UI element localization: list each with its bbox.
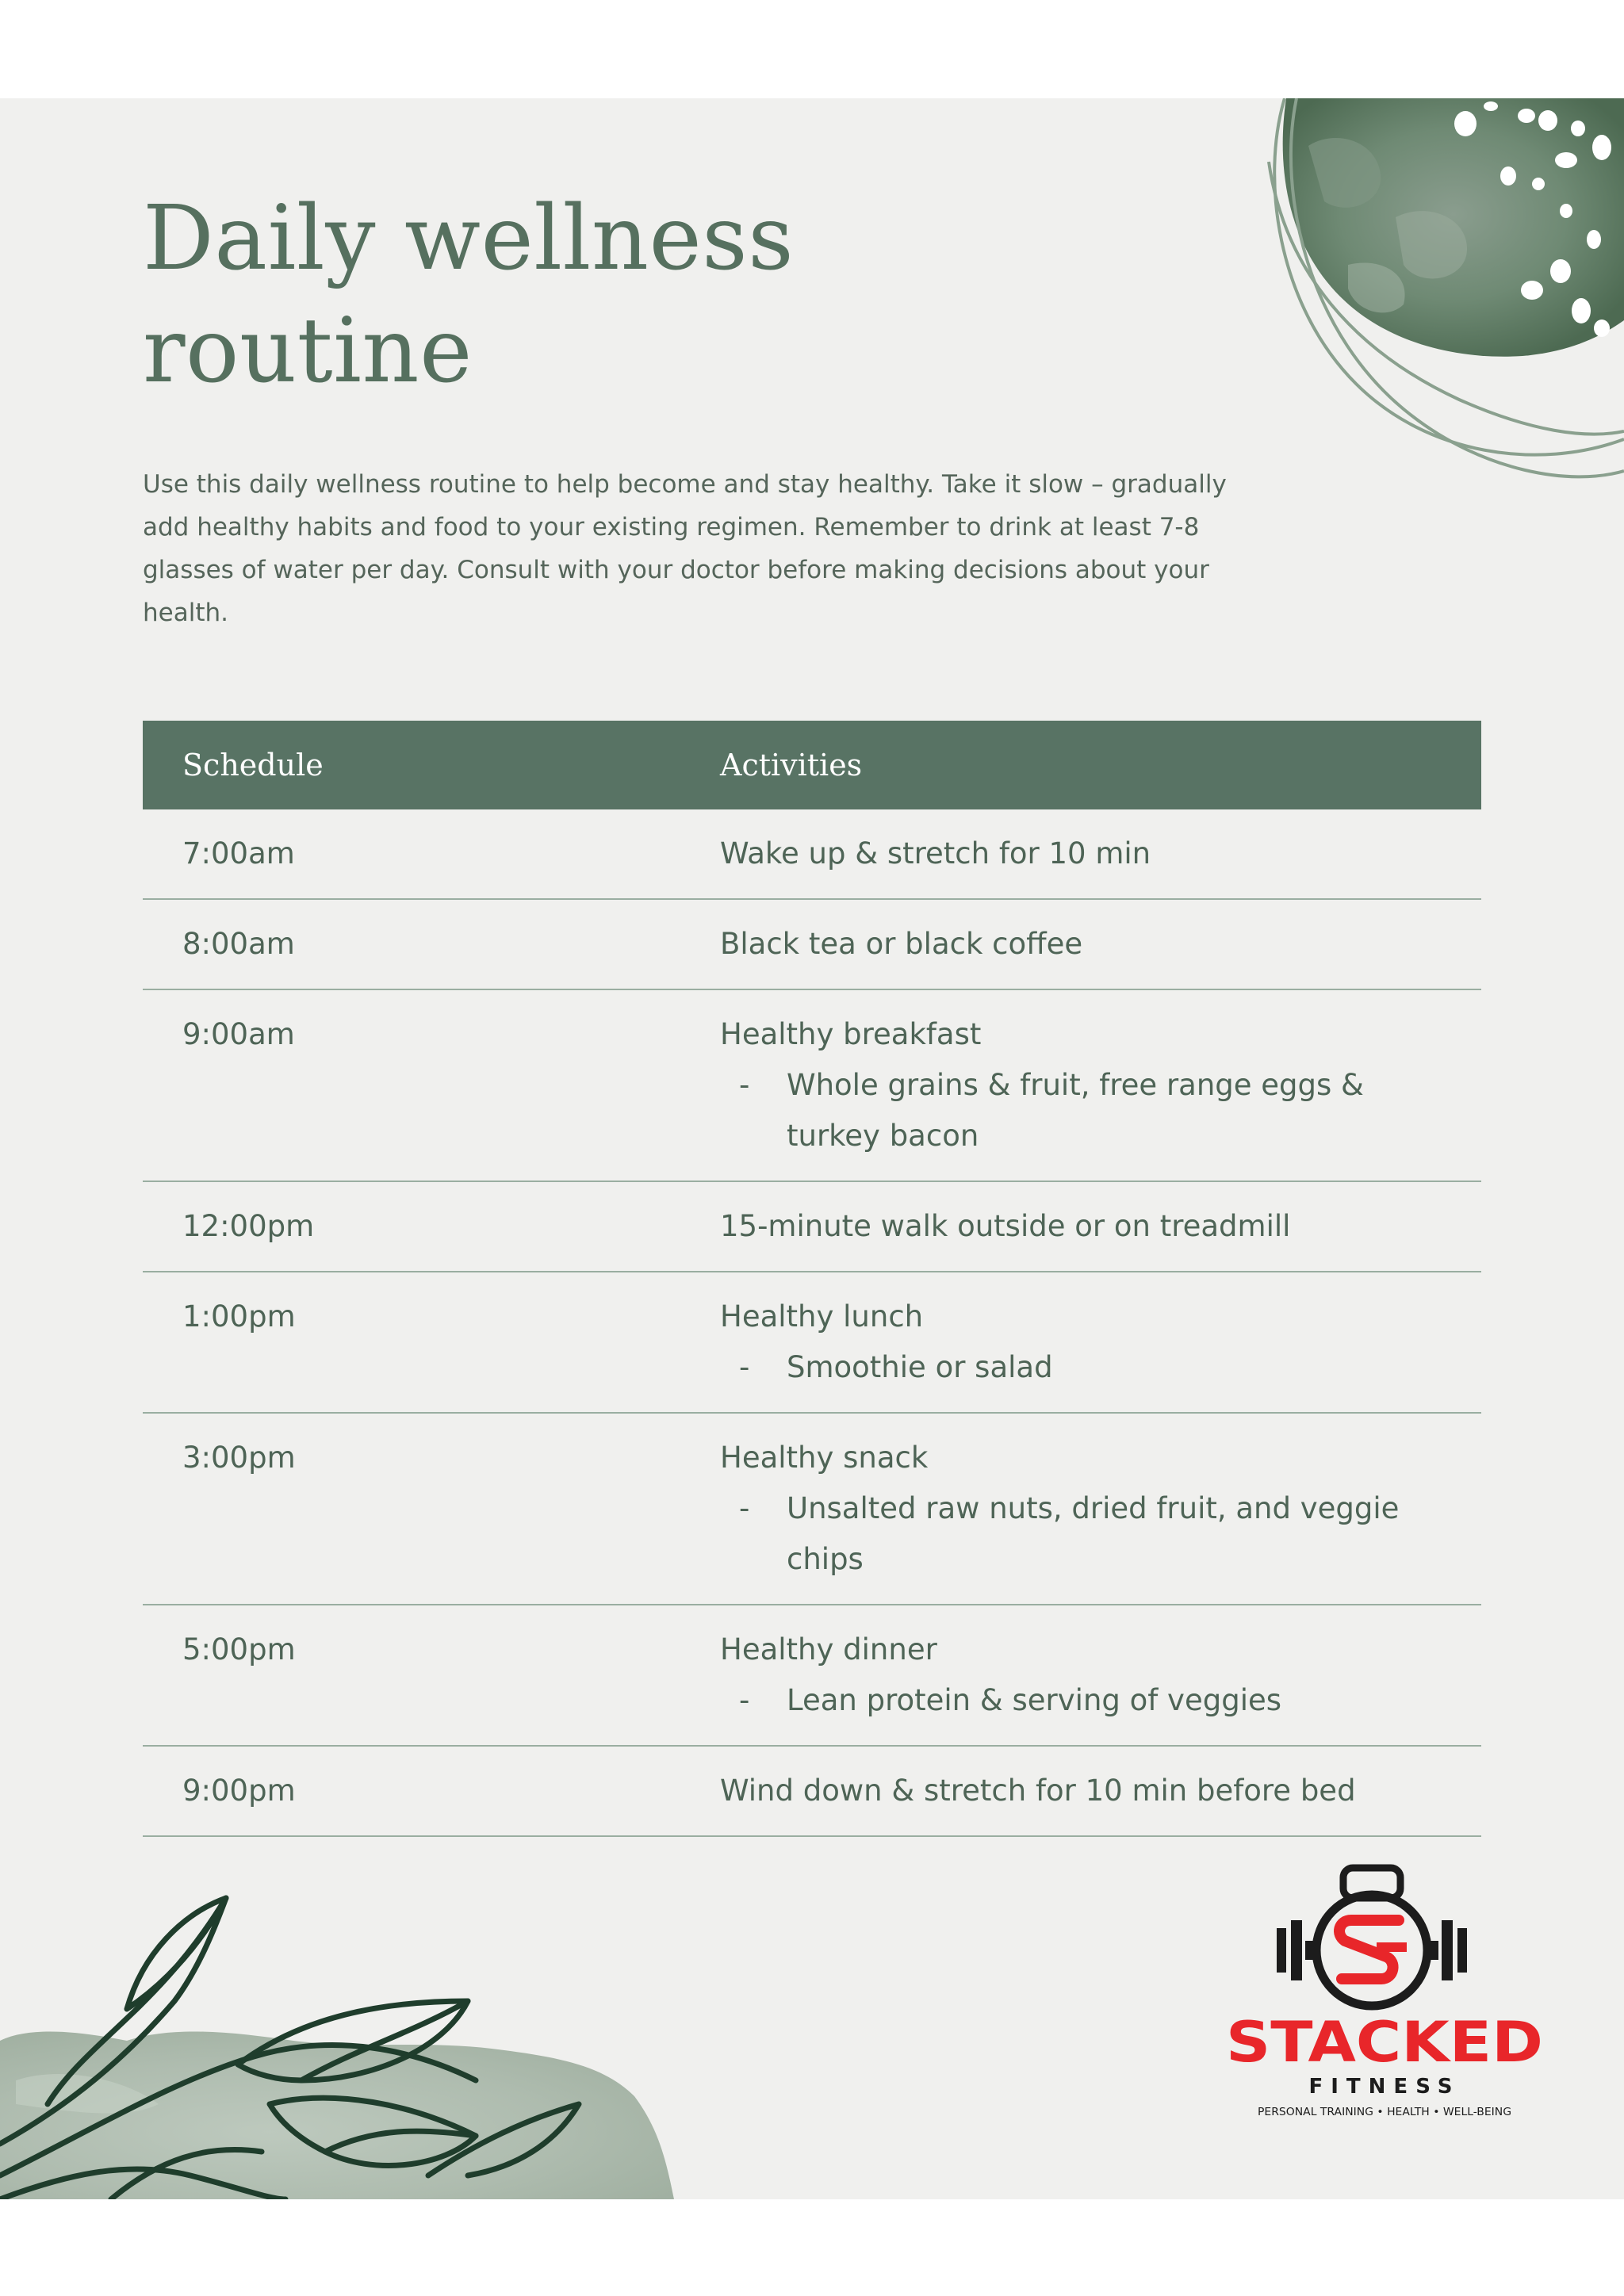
schedule-time: 9:00pm bbox=[182, 1774, 296, 1808]
table-row bbox=[143, 1747, 1481, 1837]
leaf-branch-decoration-icon bbox=[0, 1843, 698, 2199]
table-row bbox=[143, 900, 1481, 990]
schedule-time: 8:00am bbox=[182, 927, 295, 961]
activity-cell bbox=[682, 1433, 1481, 1585]
schedule-time: 12:00pm bbox=[182, 1209, 315, 1243]
dash-bullet: - bbox=[739, 1491, 750, 1525]
dash-bullet: - bbox=[739, 1683, 750, 1717]
watercolor-circle-decoration-icon bbox=[1253, 98, 1624, 542]
activity-text: Healthy dinner bbox=[720, 1632, 937, 1667]
activity-detail bbox=[720, 1060, 1465, 1161]
schedule-time: 1:00pm bbox=[182, 1299, 296, 1334]
document-page bbox=[0, 98, 1624, 2199]
activity-detail-text: Unsalted raw nuts, dried fruit, and veggie chips bbox=[787, 1491, 1400, 1576]
activity-cell bbox=[682, 1009, 1481, 1161]
activity-text: Healthy breakfast bbox=[720, 1017, 982, 1051]
table-row bbox=[143, 1605, 1481, 1747]
dash-bullet: - bbox=[739, 1068, 750, 1102]
activity-cell bbox=[682, 1201, 1481, 1252]
activity-cell bbox=[682, 1766, 1481, 1816]
activity-detail-text: Smoothie or salad bbox=[787, 1350, 1053, 1384]
activity-text: Black tea or black coffee bbox=[720, 927, 1083, 961]
activity-detail-text: Whole grains & fruit, free range eggs & turkey bacon bbox=[787, 1068, 1364, 1153]
schedule-time: 7:00am bbox=[182, 836, 295, 871]
table-row bbox=[143, 1272, 1481, 1414]
activity-cell bbox=[682, 828, 1481, 879]
logo-sub-text: FITNESS bbox=[1308, 2075, 1461, 2099]
intro-paragraph: Use this daily wellness routine to help become and stay healthy. Take it slow – gradually add healthy habits and food to your existing regimen. Remember to drink at least 7-8 glasses of water per day. Consult with your doctor before making decisions about your health. bbox=[143, 470, 1227, 627]
activity-detail bbox=[720, 1342, 1465, 1393]
schedule-time: 3:00pm bbox=[182, 1441, 296, 1475]
activity-cell bbox=[682, 1292, 1481, 1393]
activity-detail-text: Lean protein & serving of veggies bbox=[787, 1683, 1282, 1717]
table-row bbox=[143, 1414, 1481, 1605]
schedule-column-header: Schedule bbox=[182, 748, 324, 783]
table-row bbox=[143, 809, 1481, 900]
dash-bullet: - bbox=[739, 1350, 750, 1384]
schedule-table bbox=[143, 721, 1481, 1837]
activity-cell bbox=[682, 1624, 1481, 1726]
activity-text: 15-minute walk outside or on treadmill bbox=[720, 1209, 1291, 1243]
page-title: Daily wellness routine bbox=[143, 187, 795, 403]
schedule-time: 9:00am bbox=[182, 1017, 295, 1051]
activity-cell bbox=[682, 919, 1481, 970]
activity-text: Wind down & stretch for 10 min before bed bbox=[720, 1774, 1356, 1808]
activity-text: Wake up & stretch for 10 min bbox=[720, 836, 1151, 871]
activity-text: Healthy snack bbox=[720, 1441, 929, 1475]
logo-brand-text: STACKED bbox=[1226, 2010, 1543, 2075]
activities-column-header: Activities bbox=[720, 748, 863, 783]
logo-tagline: PERSONAL TRAINING • HEALTH • WELL-BEING bbox=[1258, 2107, 1511, 2118]
kettlebell-dumbbell-logo-icon bbox=[1218, 1863, 1551, 2125]
table-row bbox=[143, 990, 1481, 1182]
table-row bbox=[143, 1182, 1481, 1272]
table-header bbox=[143, 721, 1481, 809]
schedule-time: 5:00pm bbox=[182, 1632, 296, 1667]
activity-detail bbox=[720, 1483, 1465, 1585]
activity-detail bbox=[720, 1675, 1465, 1726]
activity-text: Healthy lunch bbox=[720, 1299, 924, 1334]
